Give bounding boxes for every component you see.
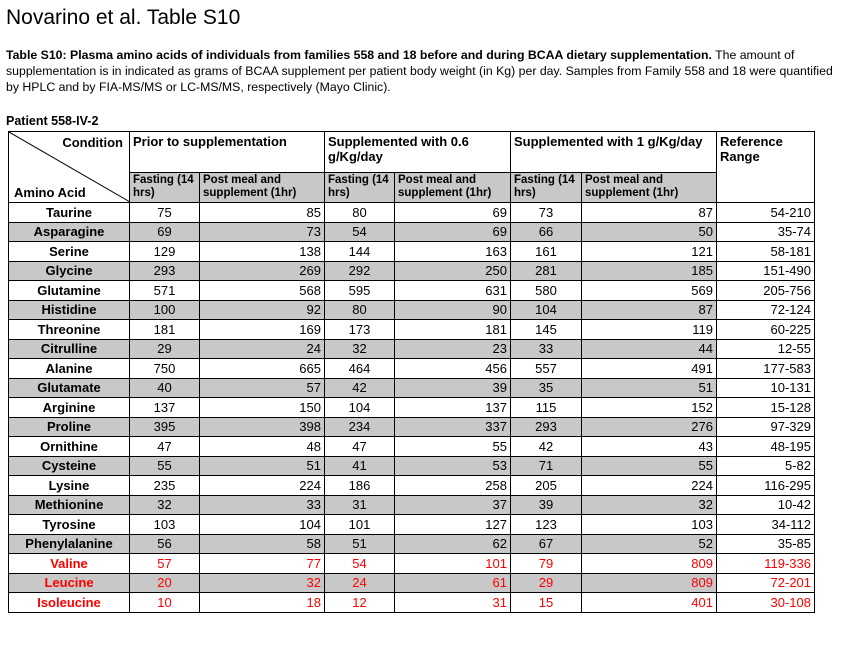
subheader-post-meal: Post meal and supplement (1hr) [395,173,511,203]
value-cell: 51 [200,456,325,476]
value-cell: 55 [395,437,511,457]
value-cell: 66 [511,222,582,242]
table-row [9,554,815,574]
reference-range-cell: 34-112 [717,515,815,535]
value-cell: 54 [325,222,395,242]
amino-acid-name: Ornithine [9,437,130,457]
value-cell: 48 [200,437,325,457]
value-cell: 39 [511,495,582,515]
value-cell: 42 [511,437,582,457]
value-cell: 281 [511,261,582,281]
table-row [9,378,815,398]
value-cell: 41 [325,456,395,476]
value-cell: 127 [395,515,511,535]
value-cell: 224 [200,476,325,496]
value-cell: 32 [130,495,200,515]
amino-acid-name: Serine [9,242,130,262]
value-cell: 292 [325,261,395,281]
value-cell: 56 [130,534,200,554]
value-cell: 43 [582,437,717,457]
value-cell: 55 [582,456,717,476]
value-cell: 32 [582,495,717,515]
value-cell: 44 [582,339,717,359]
value-cell: 580 [511,281,582,301]
value-cell: 138 [200,242,325,262]
value-cell: 87 [582,300,717,320]
amino-acid-name: Histidine [9,300,130,320]
value-cell: 250 [395,261,511,281]
amino-acid-name: Tyrosine [9,515,130,535]
value-cell: 73 [511,203,582,223]
reference-range-cell: 48-195 [717,437,815,457]
value-cell: 115 [511,398,582,418]
value-cell: 69 [130,222,200,242]
table-row [9,398,815,418]
amino-acid-name: Leucine [9,573,130,593]
group-header-06: Supplemented with 0.6 g/Kg/day [325,132,511,173]
value-cell: 144 [325,242,395,262]
value-cell: 337 [395,417,511,437]
value-cell: 67 [511,534,582,554]
value-cell: 137 [130,398,200,418]
value-cell: 61 [395,573,511,593]
value-cell: 809 [582,573,717,593]
value-cell: 276 [582,417,717,437]
reference-range-cell: 15-128 [717,398,815,418]
value-cell: 90 [395,300,511,320]
value-cell: 77 [200,554,325,574]
corner-header [9,132,130,203]
table-row [9,495,815,515]
value-cell: 491 [582,359,717,379]
value-cell: 32 [325,339,395,359]
reference-range-cell: 10-42 [717,495,815,515]
value-cell: 24 [325,573,395,593]
value-cell: 51 [325,534,395,554]
table-row [9,593,815,613]
value-cell: 39 [395,378,511,398]
reference-range-cell: 72-124 [717,300,815,320]
value-cell: 53 [395,456,511,476]
value-cell: 185 [582,261,717,281]
amino-acid-name: Phenylalanine [9,534,130,554]
amino-acid-name: Valine [9,554,130,574]
amino-acid-name: Threonine [9,320,130,340]
value-cell: 10 [130,593,200,613]
reference-range-cell: 97-329 [717,417,815,437]
amino-acid-name: Lysine [9,476,130,496]
value-cell: 569 [582,281,717,301]
value-cell: 269 [200,261,325,281]
table-row [9,320,815,340]
value-cell: 152 [582,398,717,418]
value-cell: 150 [200,398,325,418]
value-cell: 62 [395,534,511,554]
value-cell: 186 [325,476,395,496]
value-cell: 75 [130,203,200,223]
table-row [9,261,815,281]
subheader-fasting: Fasting (14 hrs) [325,173,395,203]
group-header-reference: Reference Range [717,132,815,203]
value-cell: 205 [511,476,582,496]
value-cell: 79 [511,554,582,574]
value-cell: 33 [200,495,325,515]
value-cell: 750 [130,359,200,379]
reference-range-cell: 116-295 [717,476,815,496]
patient-label: Patient 558-IV-2 [6,114,99,128]
value-cell: 87 [582,203,717,223]
value-cell: 401 [582,593,717,613]
value-cell: 398 [200,417,325,437]
value-cell: 12 [325,593,395,613]
group-header-1g: Supplemented with 1 g/Kg/day [511,132,717,173]
reference-range-cell: 151-490 [717,261,815,281]
value-cell: 40 [130,378,200,398]
value-cell: 23 [395,339,511,359]
value-cell: 57 [130,554,200,574]
reference-range-cell: 5-82 [717,456,815,476]
value-cell: 71 [511,456,582,476]
value-cell: 145 [511,320,582,340]
value-cell: 104 [325,398,395,418]
value-cell: 32 [200,573,325,593]
reference-range-cell: 12-55 [717,339,815,359]
value-cell: 224 [582,476,717,496]
value-cell: 73 [200,222,325,242]
value-cell: 173 [325,320,395,340]
amino-acid-name: Glycine [9,261,130,281]
table-row [9,203,815,223]
value-cell: 50 [582,222,717,242]
value-cell: 456 [395,359,511,379]
value-cell: 137 [395,398,511,418]
value-cell: 121 [582,242,717,262]
value-cell: 119 [582,320,717,340]
amino-acid-name: Taurine [9,203,130,223]
reference-range-cell: 58-181 [717,242,815,262]
value-cell: 24 [200,339,325,359]
value-cell: 47 [130,437,200,457]
reference-range-cell: 10-131 [717,378,815,398]
value-cell: 37 [395,495,511,515]
subheader-fasting: Fasting (14 hrs) [511,173,582,203]
reference-range-cell: 119-336 [717,554,815,574]
subheader-post-meal: Post meal and supplement (1hr) [582,173,717,203]
value-cell: 293 [511,417,582,437]
table-row [9,456,815,476]
value-cell: 33 [511,339,582,359]
reference-range-cell: 205-756 [717,281,815,301]
value-cell: 169 [200,320,325,340]
table-row [9,437,815,457]
value-cell: 29 [130,339,200,359]
table-row [9,359,815,379]
amino-acid-name: Alanine [9,359,130,379]
value-cell: 35 [511,378,582,398]
value-cell: 809 [582,554,717,574]
subheader-fasting: Fasting (14 hrs) [130,173,200,203]
value-cell: 69 [395,203,511,223]
subheader-post-meal: Post meal and supplement (1hr) [200,173,325,203]
amino-acid-name: Cysteine [9,456,130,476]
reference-range-cell: 60-225 [717,320,815,340]
table-row [9,417,815,437]
reference-range-cell: 54-210 [717,203,815,223]
value-cell: 568 [200,281,325,301]
value-cell: 103 [582,515,717,535]
value-cell: 571 [130,281,200,301]
amino-acid-label: Amino Acid [14,185,86,200]
value-cell: 47 [325,437,395,457]
amino-acid-name: Asparagine [9,222,130,242]
reference-range-cell: 177-583 [717,359,815,379]
value-cell: 104 [511,300,582,320]
value-cell: 100 [130,300,200,320]
amino-acid-name: Proline [9,417,130,437]
value-cell: 92 [200,300,325,320]
value-cell: 258 [395,476,511,496]
value-cell: 234 [325,417,395,437]
reference-range-cell: 35-74 [717,222,815,242]
amino-acid-name: Arginine [9,398,130,418]
amino-acid-name: Citrulline [9,339,130,359]
value-cell: 103 [130,515,200,535]
table-row [9,476,815,496]
header-row [9,132,815,173]
value-cell: 31 [395,593,511,613]
amino-acid-name: Glutamine [9,281,130,301]
value-cell: 129 [130,242,200,262]
value-cell: 31 [325,495,395,515]
page-title: Novarino et al. Table S10 [6,6,241,29]
caption-body: The amount of supplementation is in indicated as grams of BCAA supplement per patient body weight (in Kg) per day. Samples from Family 558 and 18 were quantified by HPLC and by FIA-MS/MS or LC-MS/MS, respectively (Mayo Clinic). [6,48,833,94]
table-row [9,515,815,535]
table-row [9,534,815,554]
value-cell: 557 [511,359,582,379]
value-cell: 85 [200,203,325,223]
value-cell: 29 [511,573,582,593]
value-cell: 20 [130,573,200,593]
value-cell: 69 [395,222,511,242]
value-cell: 80 [325,203,395,223]
reference-range-cell: 30-108 [717,593,815,613]
table-row [9,222,815,242]
value-cell: 51 [582,378,717,398]
value-cell: 52 [582,534,717,554]
condition-label: Condition [62,135,123,150]
value-cell: 104 [200,515,325,535]
reference-range-cell: 35-85 [717,534,815,554]
table-row [9,573,815,593]
value-cell: 161 [511,242,582,262]
value-cell: 101 [325,515,395,535]
table-caption [6,47,848,95]
table-row [9,242,815,262]
amino-acid-name: Isoleucine [9,593,130,613]
value-cell: 163 [395,242,511,262]
value-cell: 42 [325,378,395,398]
value-cell: 80 [325,300,395,320]
table-row [9,300,815,320]
value-cell: 101 [395,554,511,574]
caption-label: Table S10 [6,48,63,62]
amino-acid-name: Methionine [9,495,130,515]
value-cell: 55 [130,456,200,476]
value-cell: 293 [130,261,200,281]
value-cell: 18 [200,593,325,613]
caption-title: : Plasma amino acids of individuals from families 558 and 18 before and during BCAA dietary supplementation. [62,48,712,62]
reference-range-cell: 72-201 [717,573,815,593]
value-cell: 181 [395,320,511,340]
value-cell: 123 [511,515,582,535]
value-cell: 595 [325,281,395,301]
group-header-prior: Prior to supplementation [130,132,325,173]
value-cell: 665 [200,359,325,379]
value-cell: 631 [395,281,511,301]
value-cell: 54 [325,554,395,574]
value-cell: 235 [130,476,200,496]
value-cell: 58 [200,534,325,554]
amino-acid-name: Glutamate [9,378,130,398]
value-cell: 395 [130,417,200,437]
value-cell: 464 [325,359,395,379]
value-cell: 57 [200,378,325,398]
amino-acid-table [8,131,815,613]
value-cell: 15 [511,593,582,613]
table-row [9,281,815,301]
table-row [9,339,815,359]
value-cell: 181 [130,320,200,340]
